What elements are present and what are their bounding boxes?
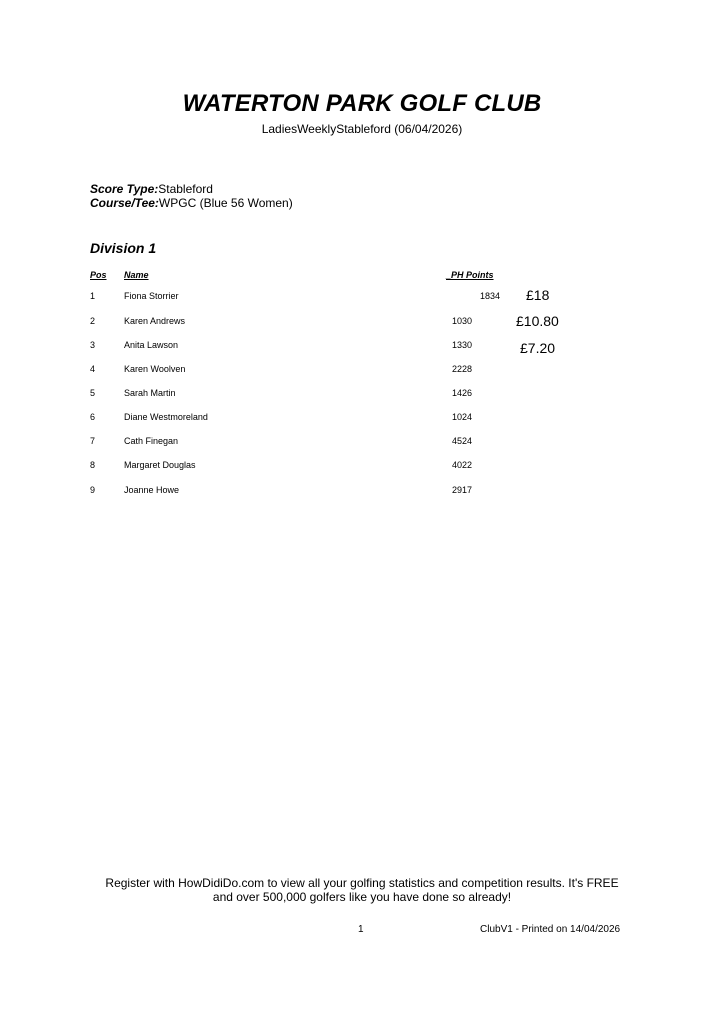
row-position: 7 (90, 436, 96, 446)
row-player-name: Diane Westmoreland (124, 412, 208, 422)
row-player-name: Cath Finegan (124, 436, 179, 446)
row-ph-points: 1030 (452, 316, 473, 326)
row-ph-points: 2228 (452, 364, 473, 374)
row-ph-points: 1024 (452, 412, 473, 422)
row-ph-points: 4524 (452, 436, 473, 446)
row-player-name: Margaret Douglas (124, 460, 196, 470)
division-title: Division 1 (90, 240, 157, 256)
page-number: 1 (358, 924, 364, 935)
row-position: 6 (90, 412, 96, 422)
register-promo-line-1: Register with HowDidiDo.com to view all your golfing statistics and competition results. It's FREE (105, 876, 619, 890)
row-ph-points: 4022 (452, 460, 473, 470)
column-header-ph-points: _PH Points (446, 270, 494, 280)
row-ph-points: 1834 (480, 291, 501, 301)
row-ph-points: 1330 (452, 340, 473, 350)
row-position: 5 (90, 388, 96, 398)
register-promo (0, 876, 724, 904)
row-player-name: Fiona Storrier (124, 291, 179, 301)
row-prize: £10.80 (516, 313, 559, 329)
score-type-line (90, 182, 213, 196)
club-title: WATERTON PARK GOLF CLUB (182, 90, 542, 117)
register-promo-line-2: and over 500,000 golfers like you have done so already! (212, 890, 512, 904)
row-position: 3 (90, 340, 96, 350)
row-position: 4 (90, 364, 96, 374)
row-player-name: Karen Woolven (124, 364, 186, 374)
row-position: 8 (90, 460, 96, 470)
score-type-value: Stableford (158, 182, 213, 196)
competition-title: LadiesWeeklyStableford (06/04/2026) (261, 122, 463, 136)
row-player-name: Sarah Martin (124, 388, 176, 398)
course-tee-label: Course/Tee: (90, 196, 159, 210)
row-prize: £18 (526, 287, 550, 303)
row-player-name: Karen Andrews (124, 316, 186, 326)
printed-on: ClubV1 - Printed on 14/04/2026 (480, 924, 621, 935)
row-position: 2 (90, 316, 96, 326)
column-header-pos: Pos (90, 270, 107, 280)
row-ph-points: 2917 (452, 485, 473, 495)
row-prize: £7.20 (520, 340, 556, 356)
course-tee-line (90, 196, 293, 210)
row-ph-points: 1426 (452, 388, 473, 398)
row-position: 9 (90, 485, 96, 495)
row-player-name: Anita Lawson (124, 340, 179, 350)
score-type-label: Score Type: (90, 182, 159, 196)
course-tee-value: WPGC (Blue 56 Women) (158, 196, 293, 210)
row-player-name: Joanne Howe (124, 485, 180, 495)
row-position: 1 (90, 291, 96, 301)
column-header-name: Name (124, 270, 149, 280)
